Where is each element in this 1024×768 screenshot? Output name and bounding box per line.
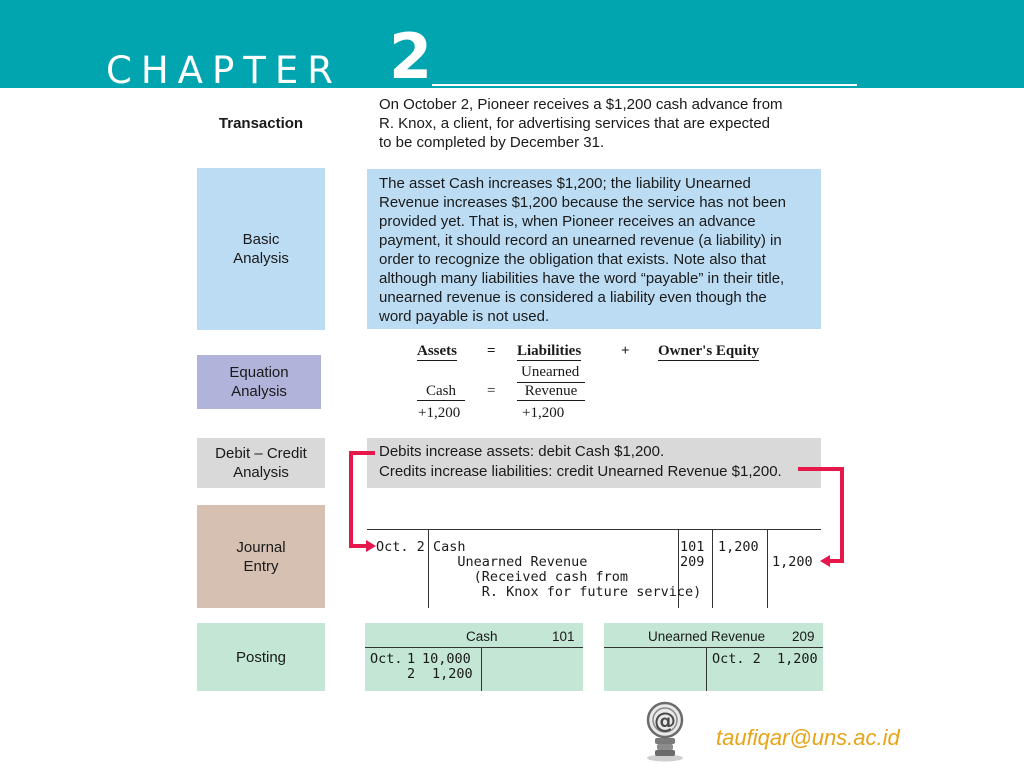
basic-line: provided yet. That is, when Pioneer receives an advance xyxy=(379,213,756,230)
equation-unearned: Unearned xyxy=(521,364,580,380)
label-equation-analysis xyxy=(197,355,321,409)
journal-debit-amount: 1,200 xyxy=(718,539,759,555)
basic-line: The asset Cash increases $1,200; the liability Unearned xyxy=(379,175,751,192)
unearned-ledger-number: 209 xyxy=(792,629,815,644)
equation-cash-amount: +1,200 xyxy=(418,405,461,421)
label-journal-line2: Entry xyxy=(243,557,279,575)
cash-entry-amount: 1,200 xyxy=(432,666,473,682)
journal-credit-amount: 1,200 xyxy=(772,554,813,570)
unearned-entry-date: Oct. 2 xyxy=(712,651,761,667)
journal-account-line: Unearned Revenue xyxy=(433,554,588,570)
cash-ledger-rule xyxy=(365,647,583,648)
cash-entry-day: 1 xyxy=(407,651,416,667)
equation-equals-2: = xyxy=(487,383,496,399)
journal-ref: 101 xyxy=(680,539,705,555)
credit-arrowhead xyxy=(820,555,830,567)
debit-line: Debits increase assets: debit Cash $1,200. xyxy=(379,443,665,460)
contact-email: taufiqar@uns.ac.id xyxy=(716,725,900,750)
journal-ref: 209 xyxy=(680,554,705,570)
chapter-number: 2 xyxy=(389,20,433,93)
unearned-ledger-rule xyxy=(604,647,823,648)
journal-explanation-line: R. Knox for future service) xyxy=(433,584,702,600)
label-basic-analysis xyxy=(197,168,325,330)
transaction-description xyxy=(379,95,819,152)
label-equation-line2: Analysis xyxy=(231,383,287,400)
label-journal-line1: Journal xyxy=(236,538,286,556)
transaction-line: R. Knox, a client, for advertising services that are expected xyxy=(379,115,771,132)
chapter-word: CHAPTER xyxy=(106,49,342,92)
equation-revenue-amount: +1,200 xyxy=(522,405,565,421)
basic-line: Revenue increases $1,200 because the service has not been xyxy=(379,194,786,211)
journal-explanation-line: (Received cash from xyxy=(433,569,629,585)
transaction-line: On October 2, Pioneer receives a $1,200 cash advance from xyxy=(379,96,783,113)
basic-line: word payable is not used. xyxy=(379,308,550,325)
label-equation-line1: Equation xyxy=(229,364,289,381)
equation-liabilities: Liabilities xyxy=(517,343,582,359)
basic-line: payment, it should record an unearned revenue (a liability) in xyxy=(379,232,782,249)
journal-divider xyxy=(428,530,429,608)
basic-line: unearned revenue is considered a liability even though the xyxy=(379,289,767,306)
at-sign-icon xyxy=(640,700,690,762)
label-posting-text: Posting xyxy=(235,648,287,666)
label-journal-entry xyxy=(197,505,325,608)
equation-equals: = xyxy=(487,343,496,359)
label-transaction xyxy=(197,110,325,136)
cash-entry-amount: 10,000 xyxy=(422,651,471,667)
equation-owners-equity: Owner's Equity xyxy=(658,343,760,359)
equation-revenue: Revenue xyxy=(517,383,585,401)
unearned-ledger-title: Unearned Revenue xyxy=(648,629,766,644)
banner-rule xyxy=(432,84,857,86)
journal-date: Oct. 2 xyxy=(376,539,425,555)
unearned-ledger-divider xyxy=(706,647,707,691)
svg-text:@: @ xyxy=(654,709,676,734)
cash-ledger-divider xyxy=(481,647,482,691)
journal-top-rule xyxy=(367,529,821,530)
credit-line: Credits increase liabilities: credit Unearned Revenue $1,200. xyxy=(379,462,782,480)
label-posting xyxy=(197,623,325,691)
journal-account-line: Cash xyxy=(433,539,466,555)
unearned-entry-amount: 1,200 xyxy=(777,651,818,667)
journal-divider xyxy=(767,530,768,608)
journal-divider xyxy=(712,530,713,608)
label-debit-line1: Debit – Credit xyxy=(215,445,307,462)
cash-entry-month: Oct. xyxy=(370,651,403,667)
debit-arrowhead xyxy=(366,540,376,552)
basic-line: order to recognize the obligation that exists. Note also that xyxy=(379,251,766,268)
label-debit-line2: Analysis xyxy=(233,464,289,481)
cash-ledger-number: 101 xyxy=(552,629,575,644)
label-basic-line2: Analysis xyxy=(233,250,289,267)
label-debit-credit-analysis xyxy=(197,438,325,488)
label-basic-line1: Basic xyxy=(242,231,280,248)
label-transaction-text: Transaction xyxy=(218,114,304,132)
basic-line: although many liabilities have the word “payable” in their title, xyxy=(379,270,785,287)
basic-analysis-box xyxy=(367,169,821,329)
transaction-line: to be completed by December 31. xyxy=(379,134,605,151)
cash-ledger-title: Cash xyxy=(466,629,498,644)
equation-cash: Cash xyxy=(417,383,465,401)
cash-entry-day: 2 xyxy=(407,666,416,682)
equation-plus: + xyxy=(621,343,630,359)
debit-credit-box xyxy=(367,438,821,488)
equation-assets: Assets xyxy=(417,343,457,359)
